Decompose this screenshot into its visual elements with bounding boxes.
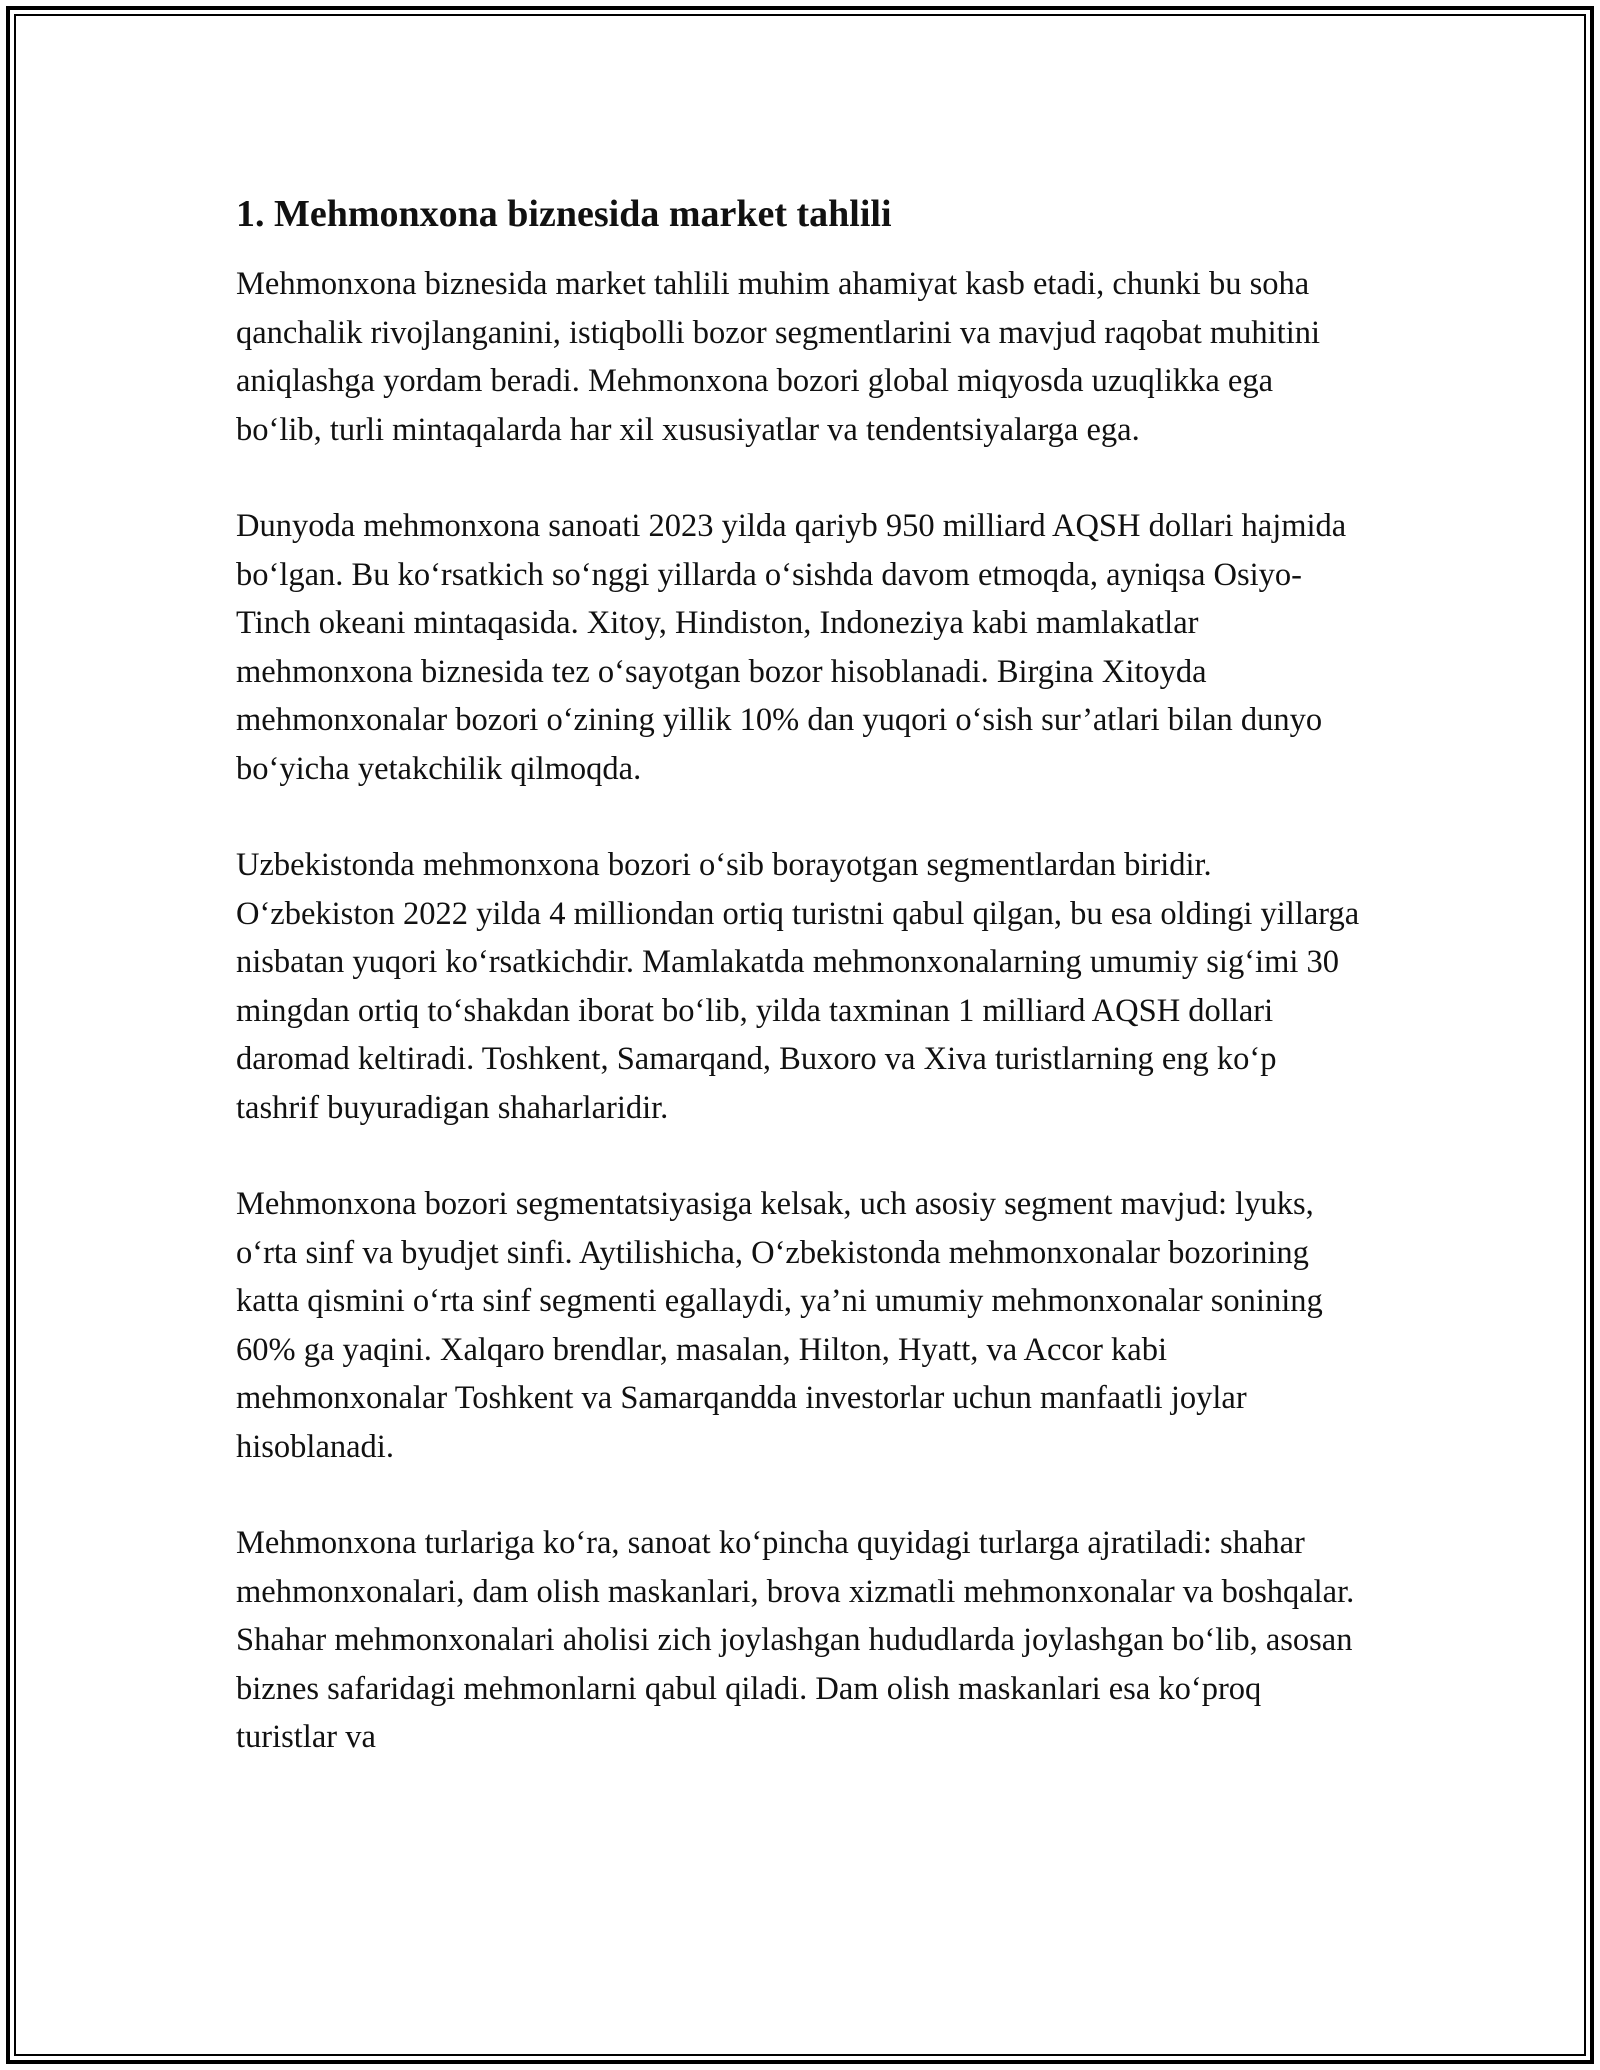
paragraph-global-industry: Dunyoda mehmonxona sanoati 2023 yilda qariyb 950 milliard AQSH dollari hajmida bo‘lgan. Bu ko‘rsatkich so‘nggi yillarda o‘sishda davom etmoqda, ayniqsa Osiyo-Tinch okeani mintaqasida. Xitoy, Hindiston, Indoneziya kabi mamlakatlar mehmonxona biznesida tez o‘sayotgan bozor hisoblanadi. Birgina Xitoyda mehmonxonalar bozori o‘zining yillik 10% dan yuqori o‘sish sur’atlari bilan dunyo bo‘yicha yetakchilik qilmoqda. bbox=[236, 508, 1347, 787]
paragraph-segmentation: Mehmonxona bozori segmentatsiyasiga kelsak, uch asosiy segment mavjud: lyuks, o‘rta sinf va byudjet sinfi. Aytilishicha, O‘zbekistonda mehmonxonalar bozorining katta qismini o‘rta sinf segmenti egallaydi, ya’ni umumiy mehmonxonalar sonining 60% ga yaqini. Xalqaro brendlar, masalan, Hilton, Hyatt, va Accor kabi mehmonxonalar Toshkent va Samarqandda investorlar uchun manfaatli joylar hisoblanadi. bbox=[236, 1186, 1323, 1465]
paragraph-hotel-types: Mehmonxona turlariga ko‘ra, sanoat ko‘pincha quyidagi turlarga ajratiladi: shahar mehmonxonalari, dam olish maskanlari, brova xizmatli mehmonxonalar va boshqalar. Shahar mehmonxonalari aholisi zich joylashgan hududlarda joylashgan bo‘lib, asosan biznes safaridagi mehmonlarni qabul qiladi. Dam olish maskanlari esa ko‘proq turistlar va bbox=[236, 1525, 1355, 1755]
document-body bbox=[236, 186, 1366, 1762]
paragraph-uzbekistan-market: Uzbekistonda mehmonxona bozori o‘sib borayotgan segmentlardan biridir. O‘zbekiston 2022 yilda 4 milliondan ortiq turistni qabul qilgan, bu esa oldingi yillarga nisbatan yuqori ko‘rsatkichdir. Mamlakatda mehmonxonalarning umumiy sig‘imi 30 mingdan ortiq to‘shakdan iborat bo‘lib, yilda taxminan 1 milliard AQSH dollari daromad keltiradi. Toshkent, Samarqand, Buxoro va Xiva turistlarning eng ko‘p tashrif buyuradigan shaharlaridir. bbox=[236, 847, 1360, 1126]
section-heading: 1. Mehmonxona biznesida market tahlili bbox=[236, 193, 892, 235]
paragraph-market-analysis: Mehmonxona biznesida market tahlili muhim ahamiyat kasb etadi, chunki bu soha qanchalik rivojlanganini, istiqbolli bozor segmentlarini va mavjud raqobat muhitini aniqlashga yordam beradi. Mehmonxona bozori global miqyosda uzuqlikka ega bo‘lib, turli mintaqalarda har xil xususiyatlar va tendentsiyalarga ega. bbox=[236, 266, 1321, 448]
